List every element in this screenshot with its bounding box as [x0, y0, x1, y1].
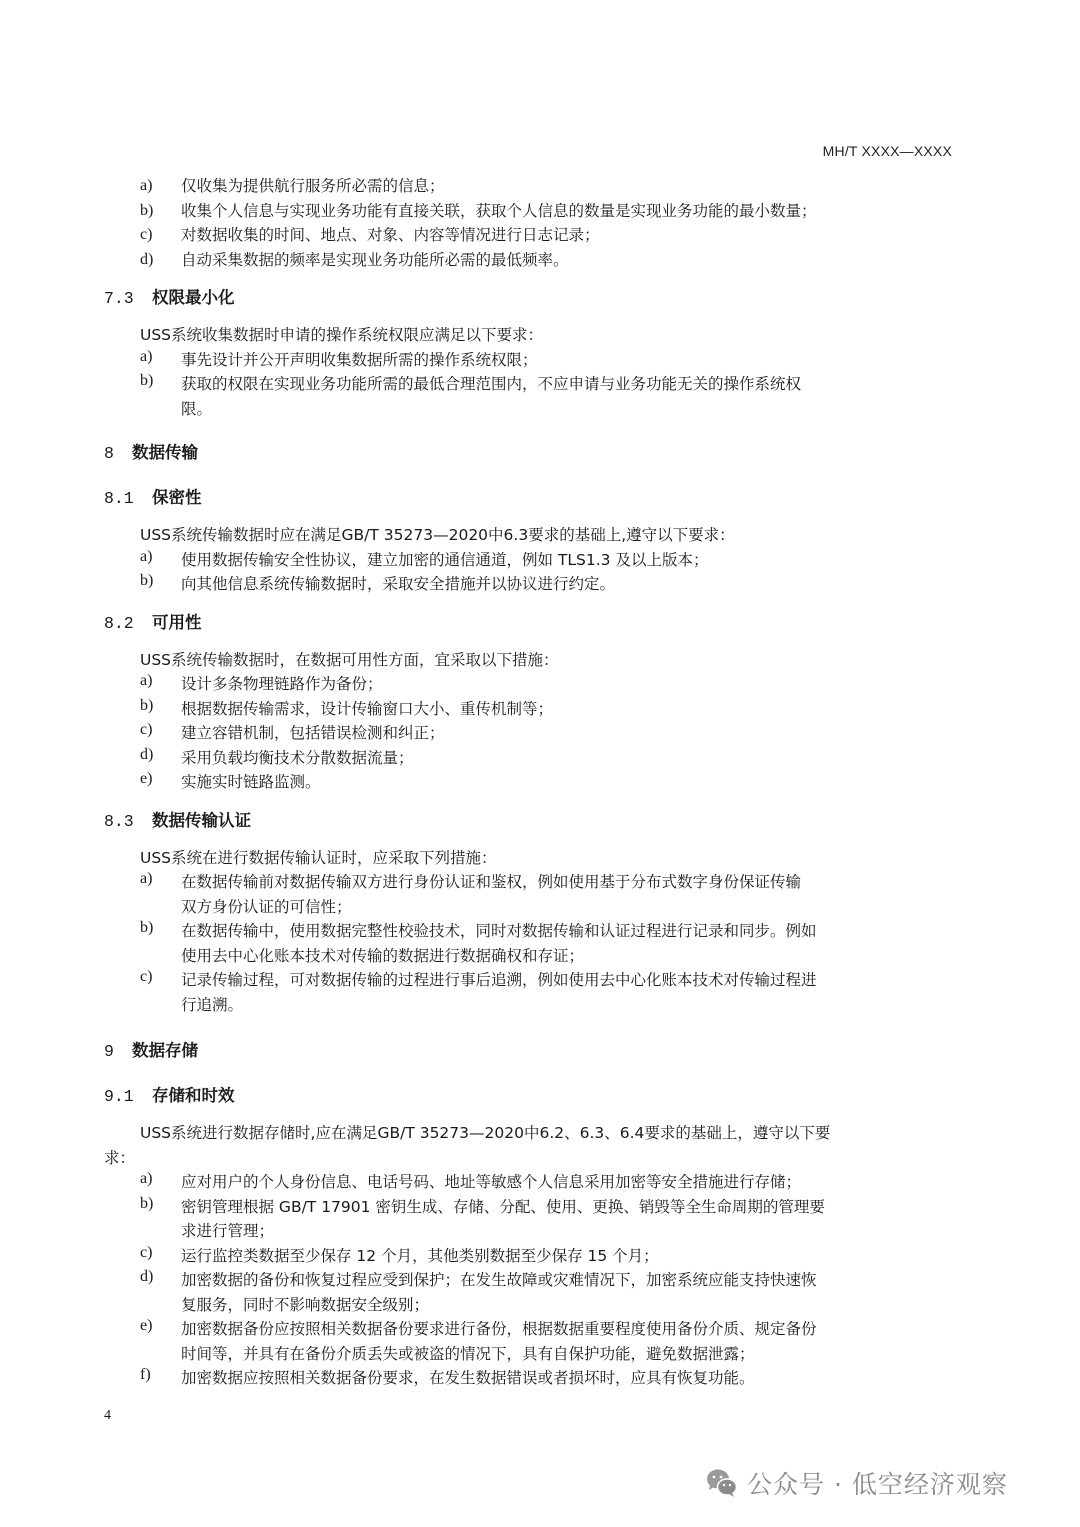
item-marker: d) — [140, 250, 154, 268]
item-text: 收集个人信息与实现业务功能有直接关联，获取个人信息的数量是实现业务功能的最小数量； — [181, 201, 817, 220]
section-number: 7.3 — [104, 289, 134, 308]
section-title: 数据传输认证 — [152, 810, 251, 830]
item-text: 加密数据应按照相关数据备份要求，在发生数据错误或者损坏时，应具有恢复功能。 — [181, 1369, 755, 1387]
list-item — [104, 1366, 954, 1391]
list-item — [104, 174, 954, 199]
item-text: 自动采集数据的频率是实现业务功能所必需的最低频率。 — [181, 250, 569, 269]
standard-code: MH/T XXXX—XXXX — [822, 143, 952, 159]
item-marker: c) — [140, 1243, 153, 1261]
list-item — [104, 721, 954, 746]
wechat-icon — [705, 1468, 739, 1498]
section-intro: USS系统传输数据时应在满足GB/T 35273—2020中6.3要求的基础上,遵守以下要求： — [140, 526, 735, 544]
list-7-2 — [104, 174, 954, 272]
list-item — [104, 1268, 954, 1317]
section-heading-8-3 — [104, 809, 954, 834]
list-item — [104, 348, 954, 373]
list-item — [104, 248, 954, 273]
list-item — [104, 1244, 954, 1269]
item-marker: f) — [140, 1366, 151, 1383]
section-title: 存储和时效 — [152, 1086, 235, 1105]
item-marker: c) — [140, 226, 153, 243]
section-intro: USS系统收集数据时申请的操作系统权限应满足以下要求： — [140, 326, 544, 344]
section-heading-9 — [104, 1039, 954, 1064]
watermark — [705, 1465, 1008, 1501]
section-title: 保密性 — [152, 488, 202, 507]
list-item — [104, 372, 954, 421]
list-item — [104, 1317, 954, 1366]
item-marker: b) — [140, 696, 154, 714]
section-number: 9.1 — [104, 1087, 134, 1106]
section-heading-8-2 — [104, 611, 954, 636]
section-heading-7-3 — [104, 286, 954, 311]
section-intro-continued: 求： — [104, 1148, 136, 1167]
list-item — [104, 870, 954, 919]
section-title: 数据存储 — [132, 1041, 198, 1060]
section-heading-9-1 — [104, 1084, 954, 1109]
item-text: 限。 — [181, 399, 213, 418]
document-body — [104, 174, 954, 1391]
item-text: 设计多条物理链路作为备份； — [181, 675, 383, 693]
section-title: 可用性 — [152, 612, 202, 632]
item-text: 加密数据备份应按照相关数据备份要求进行备份，根据数据重要程度使用备份介质、规定备份 — [181, 1320, 817, 1338]
section-number: 8.1 — [104, 489, 134, 508]
item-text: 复服务，同时不影响数据安全级别； — [181, 1295, 430, 1314]
item-marker: b) — [140, 919, 154, 936]
list-item — [104, 223, 954, 248]
item-marker: b) — [140, 372, 154, 389]
item-marker: d) — [140, 745, 154, 763]
item-marker: e) — [140, 770, 153, 787]
section-heading-8 — [104, 441, 954, 466]
item-text: 在数据传输前对数据传输双方进行身份认证和鉴权，例如使用基于分布式数字身份保证传输 — [181, 873, 802, 891]
list-item — [104, 199, 954, 224]
item-marker: d) — [140, 1268, 154, 1285]
item-text: 在数据传输中，使用数据完整性校验技术，同时对数据传输和认证过程进行记录和同步。例如 — [181, 922, 817, 940]
item-text: 记录传输过程，可对数据传输的过程进行事后追溯，例如使用去中心化账本技术对传输过程进 — [181, 971, 817, 989]
item-marker: b) — [140, 1194, 154, 1212]
item-text: 行追溯。 — [181, 995, 244, 1014]
section-intro: USS系统进行数据存储时,应在满足GB/T 35273—2020中6.2、6.3、6.4要求的基础上，遵守以下要 — [140, 1124, 831, 1142]
item-text: 仅收集为提供航行服务所必需的信息； — [181, 177, 445, 195]
section-intro: USS系统传输数据时，在数据可用性方面，宜采取以下措施： — [140, 650, 559, 669]
item-text: 求进行管理； — [181, 1222, 275, 1240]
item-text: 使用去中心化账本技术对传输的数据进行数据确权和存证； — [181, 946, 585, 965]
section-title: 数据传输 — [132, 443, 198, 462]
item-text: 根据数据传输需求，设计传输窗口大小、重传机制等； — [181, 699, 554, 718]
list-item — [104, 1170, 954, 1195]
section-number: 8.3 — [104, 811, 134, 831]
item-text: 对数据收集的时间、地点、对象、内容等情况进行日志记录； — [181, 226, 600, 244]
list-item — [104, 672, 954, 697]
item-text: 双方身份认证的可信性； — [181, 897, 352, 916]
item-marker: c) — [140, 968, 153, 985]
item-marker: a) — [140, 1170, 153, 1187]
item-marker: b) — [140, 572, 154, 589]
item-text: 向其他信息系统传输数据时，采取安全措施并以协议进行约定。 — [181, 575, 616, 593]
item-marker: c) — [140, 721, 153, 738]
item-marker: e) — [140, 1317, 153, 1334]
item-text: 应对用户的个人身份信息、电话号码、地址等敏感个人信息采用加密等安全措施进行存储； — [181, 1173, 802, 1191]
item-text: 使用数据传输安全性协议，建立加密的通信通道，例如 TLS1.3 及以上版本； — [181, 550, 709, 569]
item-marker: a) — [140, 347, 153, 365]
item-text: 事先设计并公开声明收集数据所需的操作系统权限； — [181, 350, 538, 369]
item-text: 运行监控类数据至少保存 12 个月，其他类别数据至少保存 15 个月； — [181, 1246, 659, 1265]
list-item — [104, 697, 954, 722]
list-item — [104, 746, 954, 771]
list-item — [104, 770, 954, 795]
item-marker: b) — [140, 201, 154, 219]
section-intro: USS系统在进行数据传输认证时，应采取下列措施： — [140, 848, 497, 867]
section-number: 8.2 — [104, 613, 134, 633]
item-marker: a) — [140, 672, 153, 689]
page-number: 4 — [104, 1408, 111, 1423]
item-text: 获取的权限在实现业务功能所需的最低合理范围内，不应申请与业务功能无关的操作系统权 — [181, 375, 802, 393]
item-text: 时间等，并具有在备份介质丢失或被盗的情况下，具有自保护功能，避免数据泄露； — [181, 1344, 755, 1363]
item-marker: a) — [140, 870, 153, 887]
list-item — [104, 968, 954, 1017]
item-text: 建立容错机制，包括错误检测和纠正； — [181, 724, 445, 742]
watermark-text: 公众号 · 低空经济观察 — [747, 1470, 1008, 1499]
item-text: 实施实时链路监测。 — [181, 773, 321, 791]
list-item — [104, 548, 954, 573]
item-marker: a) — [140, 177, 153, 194]
list-item — [104, 1195, 954, 1244]
section-number: 9 — [104, 1042, 114, 1061]
item-text: 密钥管理根据 GB/T 17901 密钥生成、存储、分配、使用、更换、销毁等全生命周期的管理要 — [181, 1197, 825, 1216]
item-marker: a) — [140, 547, 153, 565]
section-number: 8 — [104, 444, 114, 463]
item-text: 加密数据的备份和恢复过程应受到保护；在发生故障或灾难情况下，加密系统应能支持快速恢 — [181, 1271, 817, 1289]
list-item — [104, 572, 954, 597]
section-title: 权限最小化 — [152, 288, 235, 307]
item-text: 采用负载均衡技术分散数据流量； — [181, 748, 414, 767]
list-item — [104, 919, 954, 968]
section-heading-8-1 — [104, 486, 954, 511]
